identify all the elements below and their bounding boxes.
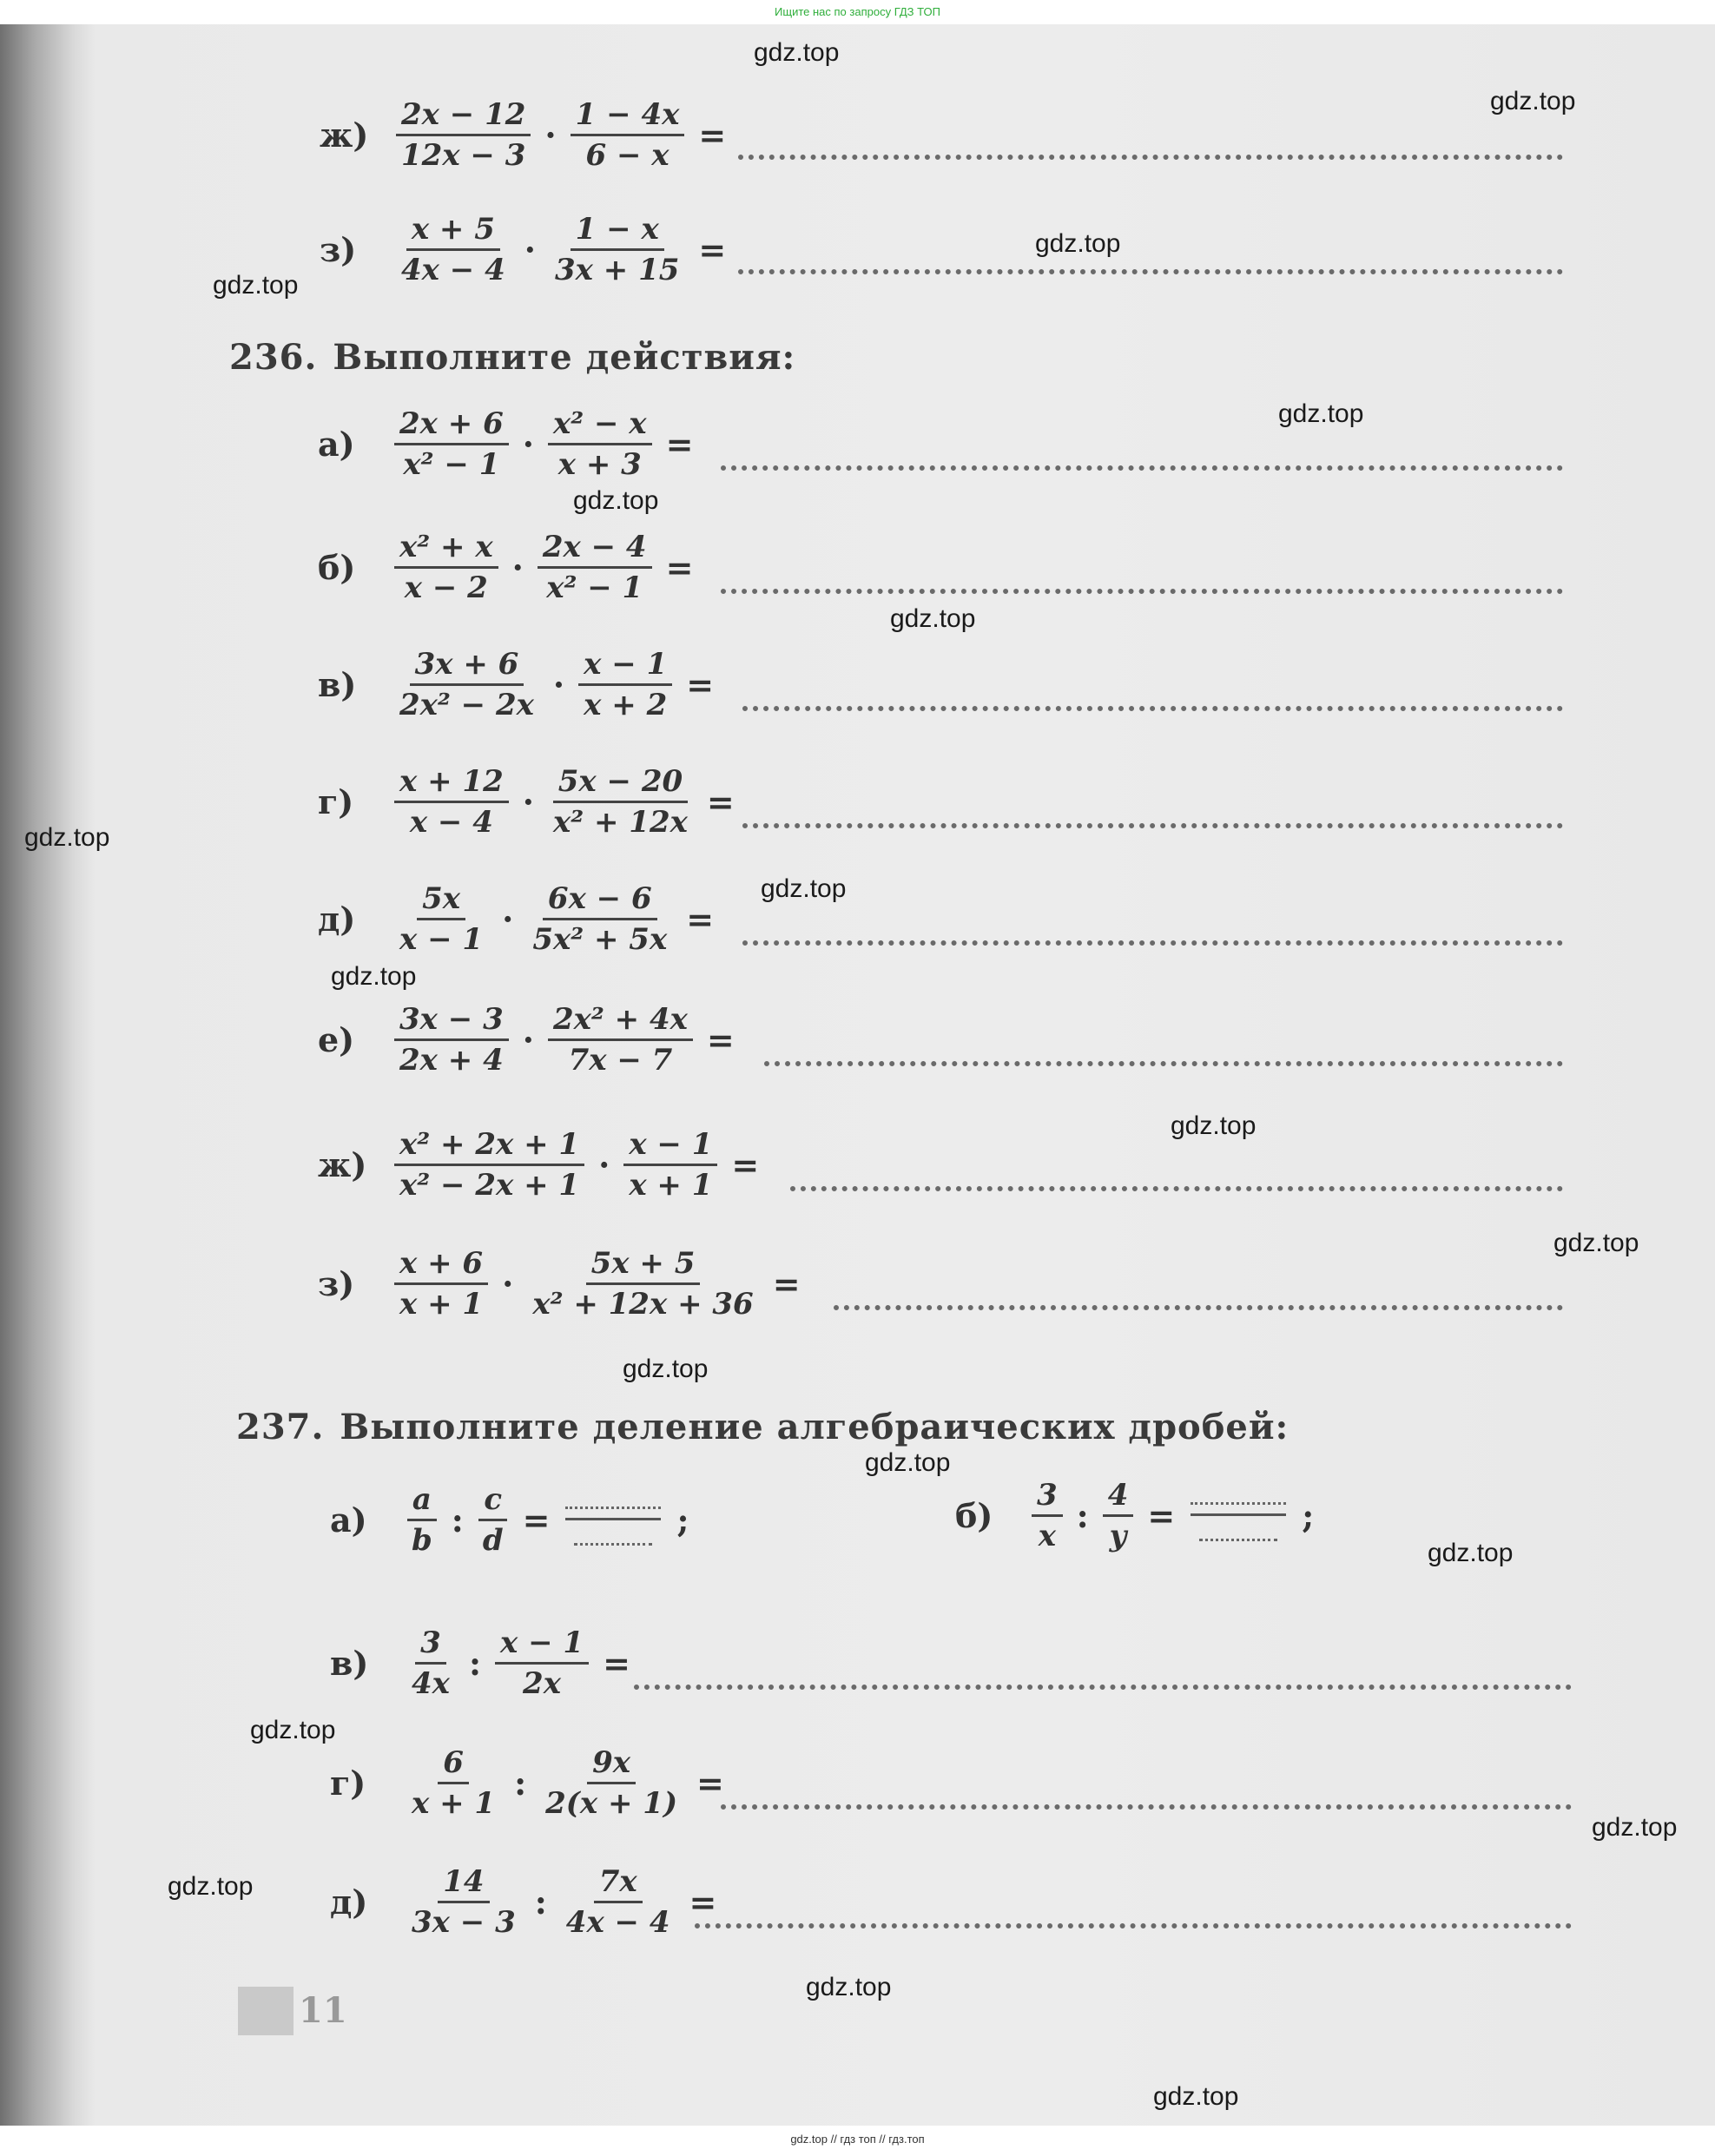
exercise-237-heading <box>236 1407 1289 1447</box>
answer-line[interactable] <box>764 1061 1563 1066</box>
denominator: 4x <box>412 1665 450 1701</box>
exercise-item <box>318 871 722 966</box>
item-label: г) <box>330 1763 366 1803</box>
denominator: 6 − x <box>585 137 670 173</box>
item-label: ж) <box>320 115 369 155</box>
answer-line[interactable] <box>634 1685 1572 1690</box>
denominator: 5x² + 5x <box>532 921 668 957</box>
item-label: г) <box>318 781 354 821</box>
operator: · <box>552 664 565 704</box>
answer-line[interactable] <box>742 823 1563 828</box>
exercise-title: Выполните действия: <box>333 337 796 378</box>
exercise-item <box>318 636 722 732</box>
watermark: gdz.top <box>890 604 976 633</box>
operator: : <box>451 1500 464 1540</box>
numerator: 6 <box>438 1744 469 1784</box>
denominator: x + 1 <box>412 1785 496 1821</box>
fraction <box>406 1480 438 1559</box>
fraction <box>571 96 685 175</box>
denominator: y <box>1109 1518 1127 1553</box>
answer-line[interactable] <box>790 1186 1563 1191</box>
fraction <box>548 762 693 841</box>
exercise-item <box>330 1735 733 1830</box>
watermark: gdz.top <box>1428 1539 1514 1567</box>
page-number: 11 <box>299 1990 347 2031</box>
operator: · <box>598 1144 610 1184</box>
denominator: d <box>482 1522 504 1558</box>
operator: · <box>522 781 534 821</box>
item-label: а) <box>330 1500 367 1540</box>
item-label: б) <box>318 547 356 587</box>
operator: · <box>522 424 534 464</box>
ex237-item-a <box>330 1472 697 1567</box>
top-search-link[interactable]: Ищите нас по запросу ГДЗ ТОП <box>775 5 940 18</box>
denominator: 2x² − 2x <box>399 687 534 722</box>
denominator: x² + 12x <box>552 804 688 840</box>
numerator: x² + x <box>394 528 498 569</box>
denominator: x <box>1038 1518 1056 1553</box>
fraction <box>1032 1476 1063 1555</box>
numerator: 3x − 3 <box>394 1000 509 1041</box>
denominator: 7x − 7 <box>568 1042 673 1078</box>
operator: : <box>534 1882 547 1922</box>
fraction <box>394 528 498 607</box>
equals-sign: = <box>706 781 735 821</box>
fraction <box>578 645 672 724</box>
numerator: x − 1 <box>623 1125 717 1166</box>
numerator: 5x − 20 <box>553 762 688 803</box>
watermark: gdz.top <box>331 962 417 991</box>
equals-sign: = <box>731 1144 760 1184</box>
fraction <box>527 1244 758 1323</box>
fraction <box>561 1863 676 1942</box>
denominator: x + 1 <box>399 1286 484 1322</box>
fraction <box>527 880 672 959</box>
equals-sign: = <box>665 424 694 464</box>
item-label: в) <box>318 664 357 704</box>
fraction <box>396 96 531 175</box>
exercise-number: 237. <box>236 1407 325 1447</box>
page-number-box <box>238 1987 347 2035</box>
answer-fraction-blank[interactable] <box>1191 1490 1286 1541</box>
equals-sign: = <box>603 1643 630 1683</box>
fraction <box>406 1863 521 1942</box>
watermark: gdz.top <box>1035 229 1121 258</box>
denominator: 3x + 15 <box>554 252 680 287</box>
denominator: 3x − 3 <box>412 1904 516 1940</box>
denominator: x² − 1 <box>403 446 500 482</box>
watermark: gdz.top <box>865 1448 951 1477</box>
item-label: д) <box>330 1882 368 1922</box>
equals-sign: = <box>706 1019 735 1059</box>
fraction <box>394 645 539 724</box>
watermark: gdz.top <box>623 1355 709 1383</box>
equals-sign: = <box>698 229 727 269</box>
prev-item-z <box>320 201 735 297</box>
semicolon: ; <box>676 1500 689 1540</box>
numerator: 3 <box>415 1624 446 1665</box>
answer-line[interactable] <box>738 155 1563 160</box>
item-label: в) <box>330 1643 369 1683</box>
equals-sign: = <box>686 664 715 704</box>
fraction <box>548 1000 693 1079</box>
numerator: 4 <box>1103 1476 1134 1517</box>
fraction <box>478 1480 509 1559</box>
watermark: gdz.top <box>213 271 299 300</box>
operator: · <box>502 899 514 939</box>
equals-sign: = <box>522 1500 551 1540</box>
item-label: ж) <box>318 1144 367 1184</box>
fraction <box>623 1125 717 1204</box>
exercise-item <box>330 1615 639 1711</box>
item-label: б) <box>955 1495 993 1535</box>
numerator: 5x + 5 <box>586 1244 701 1285</box>
exercise-236-heading <box>229 337 795 378</box>
denominator: 4x − 4 <box>565 1904 670 1940</box>
numerator: c <box>478 1480 507 1521</box>
watermark: gdz.top <box>806 1973 892 2001</box>
numerator: x + 12 <box>394 762 509 803</box>
numerator: 6x − 6 <box>543 880 657 920</box>
denominator: 4x − 4 <box>401 252 505 287</box>
numerator: 2x² + 4x <box>548 1000 693 1041</box>
exercise-item <box>318 754 743 849</box>
operator: : <box>514 1763 527 1803</box>
fraction <box>394 405 509 484</box>
operator: : <box>1076 1495 1089 1535</box>
denominator: 12x − 3 <box>401 137 526 173</box>
fraction <box>550 210 684 289</box>
numerator: 3x + 6 <box>410 645 524 686</box>
answer-fraction-blank[interactable] <box>565 1494 661 1546</box>
fraction <box>406 1624 455 1703</box>
equals-sign: = <box>686 899 715 939</box>
equals-sign: = <box>698 115 727 155</box>
watermark: gdz.top <box>1553 1229 1639 1257</box>
item-label: д) <box>318 899 356 939</box>
numerator: 3 <box>1032 1476 1063 1517</box>
denominator: x + 3 <box>557 446 642 482</box>
operator: · <box>502 1263 514 1303</box>
answer-line[interactable] <box>834 1305 1563 1310</box>
denominator: x² + 12x + 36 <box>532 1286 754 1322</box>
equals-sign: = <box>1147 1495 1176 1535</box>
watermark: gdz.top <box>1153 2082 1239 2111</box>
watermark: gdz.top <box>754 38 840 67</box>
fraction <box>540 1744 683 1823</box>
numerator: a <box>407 1480 437 1521</box>
denominator: x − 1 <box>399 921 484 957</box>
watermark: gdz.top <box>761 874 847 903</box>
equals-sign: = <box>772 1263 801 1303</box>
answer-line[interactable] <box>742 940 1563 946</box>
footer-links[interactable]: gdz.top // гдз топ // гдз.топ <box>790 2133 925 2146</box>
numerator: x + 6 <box>394 1244 488 1285</box>
watermark: gdz.top <box>1278 399 1364 428</box>
numerator: x + 5 <box>406 210 500 251</box>
exercise-item <box>318 1117 768 1212</box>
answer-line[interactable] <box>738 269 1563 274</box>
fraction <box>495 1624 589 1703</box>
numerator: 1 − 4x <box>571 96 685 136</box>
numerator: x² − x <box>548 405 652 445</box>
fraction <box>396 210 511 289</box>
denominator: x + 1 <box>629 1167 713 1203</box>
equals-sign: = <box>689 1882 717 1922</box>
exercise-item <box>318 992 743 1087</box>
fraction <box>394 762 509 841</box>
item-label: а) <box>318 424 355 464</box>
answer-line[interactable] <box>721 589 1563 594</box>
item-label: з) <box>318 1263 355 1303</box>
fraction <box>394 880 488 959</box>
numerator: 2x − 4 <box>538 528 652 569</box>
prev-item-zh <box>320 87 735 182</box>
equals-sign: = <box>696 1763 724 1803</box>
numerator: x² + 2x + 1 <box>394 1125 584 1166</box>
watermark: gdz.top <box>1171 1111 1257 1140</box>
operator: · <box>544 115 557 155</box>
fraction <box>548 405 652 484</box>
watermark: gdz.top <box>24 823 110 852</box>
numerator: 14 <box>438 1863 489 1903</box>
denominator: 2x + 4 <box>399 1042 504 1078</box>
answer-line[interactable] <box>742 706 1563 711</box>
numerator: 2x − 12 <box>396 96 531 136</box>
exercise-title: Выполните деление алгебраических дробей: <box>340 1407 1290 1447</box>
equals-sign: = <box>665 547 694 587</box>
fraction <box>538 528 652 607</box>
answer-line[interactable] <box>721 465 1563 471</box>
operator: · <box>511 547 524 587</box>
numerator: x − 1 <box>495 1624 589 1665</box>
watermark: gdz.top <box>1490 87 1576 115</box>
denominator: x² − 2x + 1 <box>399 1167 580 1203</box>
numerator: x − 1 <box>578 645 672 686</box>
fraction <box>394 1000 509 1079</box>
numerator: 1 − x <box>571 210 664 251</box>
ex237-item-b <box>955 1467 1323 1563</box>
answer-line[interactable] <box>721 1804 1572 1810</box>
numerator: 2x + 6 <box>394 405 509 445</box>
watermark: gdz.top <box>1592 1813 1678 1842</box>
watermark: gdz.top <box>250 1716 336 1744</box>
denominator: 2x <box>523 1665 561 1701</box>
exercise-item <box>318 1236 809 1331</box>
exercise-number: 236. <box>229 337 318 378</box>
numerator: 7x <box>594 1863 643 1903</box>
watermark: gdz.top <box>168 1872 254 1901</box>
item-label: е) <box>318 1019 355 1059</box>
fraction <box>1103 1476 1134 1555</box>
item-label: з) <box>320 229 357 269</box>
fraction <box>406 1744 500 1823</box>
fraction <box>394 1125 584 1204</box>
denominator: x − 4 <box>409 804 493 840</box>
operator: · <box>522 1019 534 1059</box>
exercise-item <box>318 519 702 615</box>
denominator: x² − 1 <box>546 570 643 605</box>
exercise-item <box>330 1854 725 1949</box>
denominator: 2(x + 1) <box>545 1785 678 1821</box>
denominator: x + 2 <box>584 687 668 722</box>
semicolon: ; <box>1302 1495 1315 1535</box>
operator: · <box>524 229 536 269</box>
exercise-item <box>318 396 702 491</box>
answer-line[interactable] <box>695 1923 1572 1929</box>
numerator: 5x <box>417 880 465 920</box>
operator: : <box>468 1643 481 1683</box>
denominator: b <box>412 1522 432 1558</box>
watermark: gdz.top <box>573 486 659 515</box>
numerator: 9x <box>587 1744 636 1784</box>
fraction <box>394 1244 488 1323</box>
denominator: x − 2 <box>404 570 488 605</box>
